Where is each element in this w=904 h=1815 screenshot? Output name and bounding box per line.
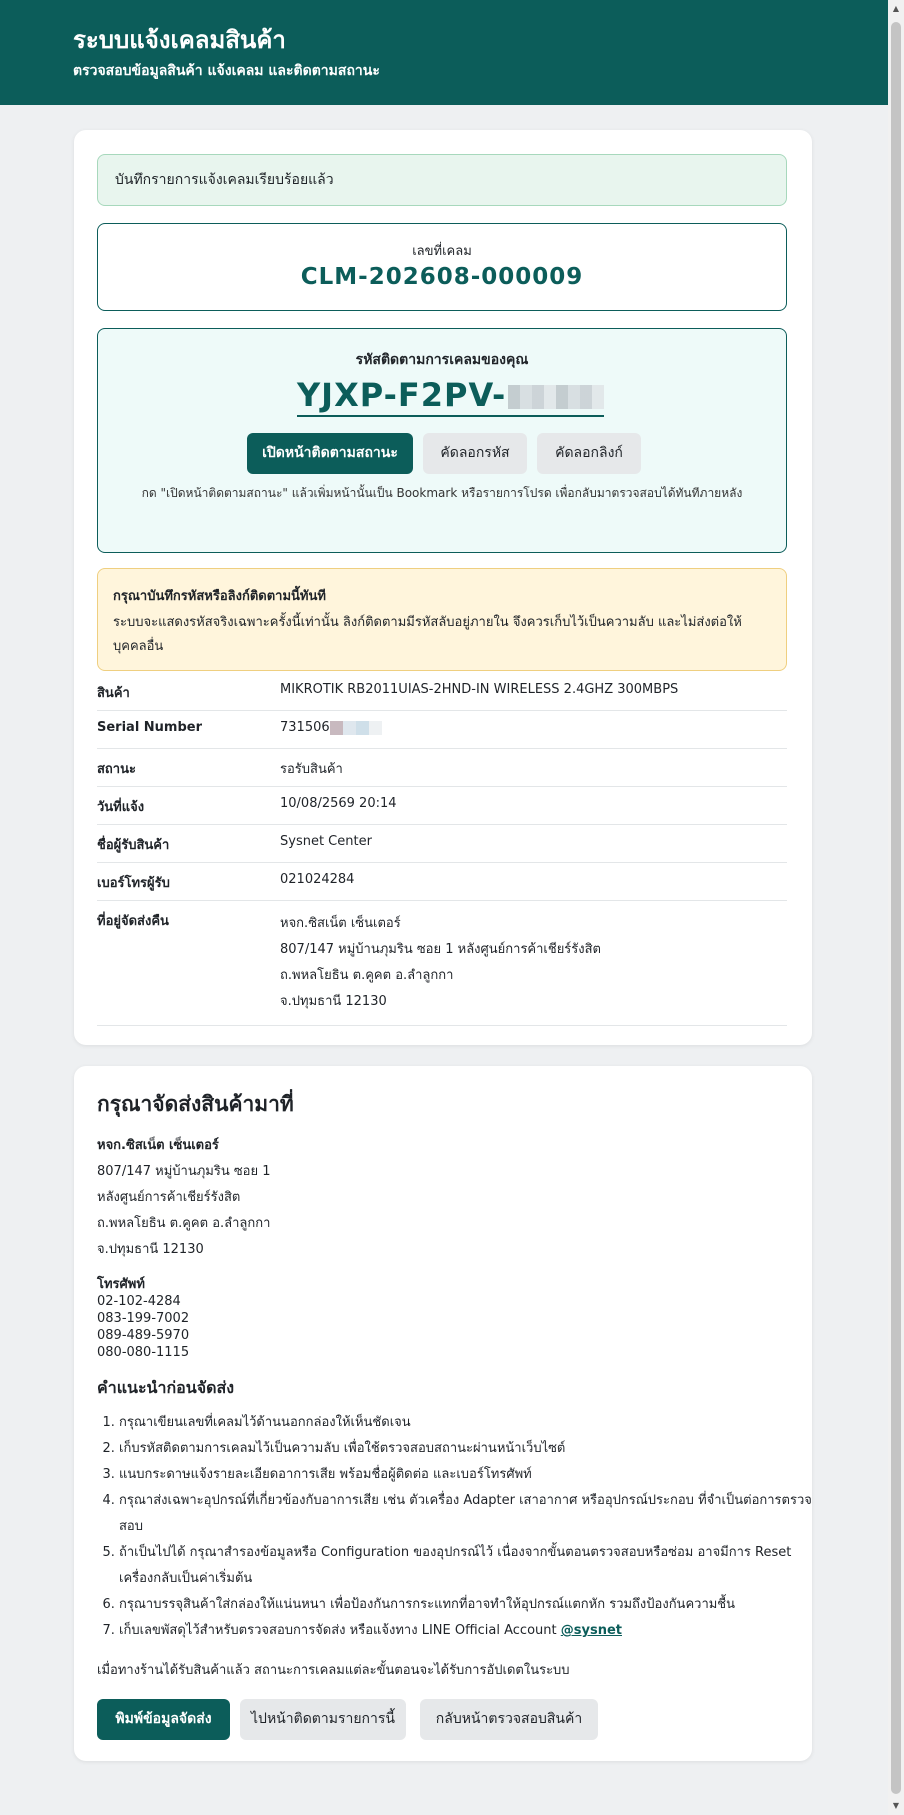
tips-title: คำแนะนำก่อนจัดส่ง: [97, 1378, 235, 1397]
tip-item: 5. ถ้าเป็นไปได้ กรุณาสำรองข้อมูลหรือ Configuration ของอุปกรณ์ไว้ เนื่องจากขั้นตอนตรวจสอบหรือซ่อม อาจมีการ Reset เครื่องกลับเป็นค่าเริ่มต้น: [119, 1540, 819, 1592]
update-note: เมื่อทางร้านได้รับสินค้าแล้ว สถานะการเคลมแต่ละขั้นตอนจะได้รับการอัปเดตในระบบ: [97, 1663, 570, 1678]
shipping-address: [97, 1133, 271, 1263]
tip-item: 3. แนบกระดาษแจ้งรายละเอียดอาการเสีย พร้อมชื่อผู้ติดต่อ และเบอร์โทรศัพท์: [119, 1462, 819, 1488]
detail-label: ที่อยู่จัดส่งคืน: [97, 914, 169, 929]
tracking-code-redacted: [508, 385, 604, 409]
detail-value: 10/08/2569 20:14: [280, 796, 397, 811]
phone-list: [97, 1276, 189, 1361]
address-line: จ.ปทุมธานี 12130: [97, 1242, 204, 1257]
phone-number: 089-489-5970: [97, 1328, 190, 1343]
detail-value: [280, 911, 601, 1015]
phone-label: โทรศัพท์: [97, 1277, 145, 1292]
scroll-down-icon[interactable]: ▼: [892, 1801, 900, 1810]
phone-number: 083-199-7002: [97, 1311, 190, 1326]
copy-link-button[interactable]: คัดลอกลิงก์: [537, 433, 641, 474]
address-line: ถ.พหลโยธิน ต.คูคต อ.ลำลูกกา: [97, 1216, 271, 1231]
success-alert: บันทึกรายการแจ้งเคลมเรียบร้อยแล้ว: [97, 154, 787, 206]
claim-number-box: [97, 223, 787, 311]
detail-row-date: [97, 787, 787, 825]
detail-value: [280, 720, 382, 735]
tip-item: [119, 1618, 819, 1644]
tip-item: 2. เก็บรหัสติดตามการเคลมไว้เป็นความลับ เพื่อใช้ตรวจสอบสถานะผ่านหน้าเว็บไซต์: [119, 1436, 819, 1462]
detail-row-phone: [97, 863, 787, 901]
address-line: หลังศูนย์การค้าเชียร์รังสิต: [97, 1190, 241, 1205]
address-line: จ.ปทุมธานี 12130: [280, 994, 387, 1009]
scrollbar-thumb[interactable]: [891, 22, 901, 1794]
claim-number: CLM-202608-000009: [300, 264, 584, 290]
serial-redacted: [330, 721, 382, 735]
tip-item: 4. กรุณาส่งเฉพาะอุปกรณ์ที่เกี่ยวข้องกับอาการเสีย เช่น ตัวเครื่อง Adapter เสาอากาศ หรืออุปกรณ์ประกอบ ที่จำเป็นต่อการตรวจสอบ: [119, 1488, 819, 1540]
detail-label: Serial Number: [97, 720, 203, 735]
detail-row-receiver: [97, 825, 787, 863]
warning-body: ระบบจะแสดงรหัสจริงเฉพาะครั้งนี้เท่านั้น ลิงก์ติดตามมีรหัสลับอยู่ภายใน จึงควรเก็บไว้เป็นความลับ และไม่ส่งต่อให้บุคคลอื่น: [113, 615, 742, 654]
scrollbar[interactable]: [888, 0, 904, 1815]
claim-details-table: [97, 673, 787, 1026]
app-header: [0, 0, 888, 105]
serial-number-text: 731506: [280, 720, 330, 735]
shipping-card: [74, 1066, 812, 1761]
detail-value: 021024284: [280, 872, 355, 887]
address-line: ถ.พหลโยธิน ต.คูคต อ.ลำลูกกา: [280, 968, 454, 983]
detail-value: รอรับสินค้า: [280, 762, 343, 777]
detail-row-return-address: [97, 901, 787, 1026]
warning-title: กรุณาบันทึกรหัสหรือลิงก์ติดตามนี้ทันที: [113, 589, 326, 604]
claim-result-card: [74, 130, 812, 1045]
tracking-hint: กด "เปิดหน้าติดตามสถานะ" แล้วเพิ่มหน้านั้นเป็น Bookmark หรือรายการโปรด เพื่อกลับมาตรวจสอบได้ทันทีภายหลัง: [141, 486, 743, 500]
detail-label: วันที่แจ้ง: [97, 800, 145, 815]
scroll-up-icon[interactable]: ▲: [892, 4, 900, 13]
detail-row-product: [97, 673, 787, 711]
detail-label: สถานะ: [97, 762, 136, 777]
tracking-code-text: YJXP-F2PV-: [297, 376, 507, 414]
open-tracking-button[interactable]: เปิดหน้าติดตามสถานะ: [247, 433, 413, 474]
shipping-company: หจก.ซิสเน็ต เซ็นเตอร์: [97, 1138, 219, 1153]
tip-text: เก็บเลขพัสดุไว้สำหรับตรวจสอบการจัดส่ง หรือแจ้งทาง LINE Official Account: [119, 1623, 561, 1638]
detail-value: MIKROTIK RB2011UIAS-2HND-IN WIRELESS 2.4GHZ 300MBPS: [280, 682, 679, 697]
detail-label: สินค้า: [97, 686, 130, 701]
line-account-link[interactable]: @sysnet: [560, 1623, 622, 1638]
detail-row-serial: [97, 711, 787, 749]
tips-list: [97, 1410, 819, 1644]
print-shipping-button[interactable]: พิมพ์ข้อมูลจัดส่ง: [97, 1699, 230, 1740]
app-subtitle: ตรวจสอบข้อมูลสินค้า แจ้งเคลม และติดตามสถานะ: [73, 63, 380, 79]
claim-number-label: เลขที่เคลม: [412, 244, 472, 259]
tracking-code-box: [97, 328, 787, 553]
address-line: 807/147 หมู่บ้านภุมริน ซอย 1 หลังศูนย์การค้าเชียร์รังสิต: [280, 942, 602, 957]
warning-alert: [97, 568, 787, 671]
detail-label: ชื่อผู้รับสินค้า: [97, 838, 170, 853]
address-line: หจก.ซิสเน็ต เซ็นเตอร์: [280, 916, 401, 931]
tracking-code[interactable]: [297, 375, 604, 417]
detail-label: เบอร์โทรผู้รับ: [97, 876, 170, 891]
address-line: 807/147 หมู่บ้านภุมริน ซอย 1: [97, 1164, 271, 1179]
back-to-check-button[interactable]: กลับหน้าตรวจสอบสินค้า: [420, 1699, 598, 1740]
phone-number: 02-102-4284: [97, 1294, 181, 1309]
copy-code-button[interactable]: คัดลอกรหัส: [423, 433, 527, 474]
shipping-title: กรุณาจัดส่งสินค้ามาที่: [97, 1092, 294, 1116]
detail-row-status: [97, 749, 787, 787]
detail-value: Sysnet Center: [280, 834, 372, 849]
go-tracking-button[interactable]: ไปหน้าติดตามรายการนี้: [240, 1699, 406, 1740]
tip-item: 6. กรุณาบรรจุสินค้าใส่กล่องให้แน่นหนา เพื่อป้องกันการกระแทกที่อาจทำให้อุปกรณ์แตกหัก รวมถึงป้องกันความชื้น: [119, 1592, 819, 1618]
phone-number: 080-080-1115: [97, 1345, 190, 1360]
app-title: ระบบแจ้งเคลมสินค้า: [73, 26, 286, 54]
tracking-code-label: รหัสติดตามการเคลมของคุณ: [355, 352, 529, 368]
tip-item: 1. กรุณาเขียนเลขที่เคลมไว้ด้านนอกกล่องให้เห็นชัดเจน: [119, 1410, 819, 1436]
